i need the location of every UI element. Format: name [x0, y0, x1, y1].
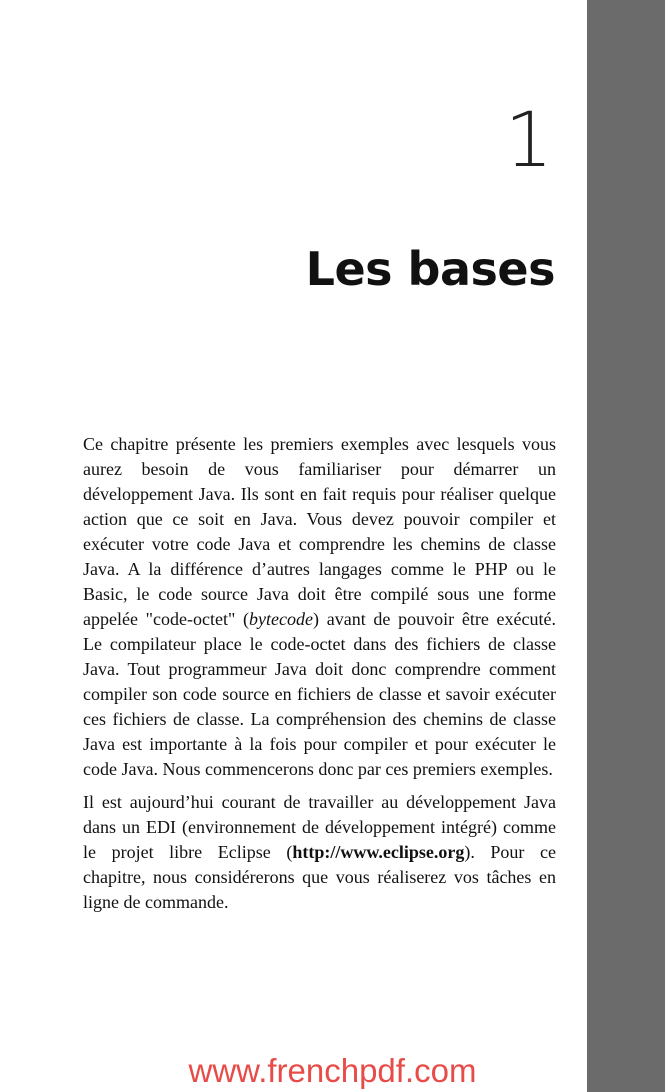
intro-text-start: Ce chapitre présente les premiers exemples avec lesquels vous aurez besoin de vous familiariser pour démarrer un développement Java. Ils sont en fait requis pour réaliser quelque action que ce soit en Java. Vous devez pouvoir compiler et exécuter votre code Java et comprendre les chemins de classe Java. A la différence d’autres langages comme le PHP ou le Basic, le code source Java doit être compilé sous une forme appelée "code-octet" (	[83, 434, 556, 629]
bytecode-term: bytecode	[249, 609, 314, 629]
watermark: www.frenchpdf.com	[188, 1052, 477, 1089]
ide-text-end: ). Pour ce chapitre, nous considérerons que vous réaliserez vos tâches en ligne de commande.	[83, 842, 557, 912]
ide-text-start: Il est aujourd’hui courant de travailler au développement Java dans un EDI (environnement de développement intégré) comme le projet libre Eclipse (	[83, 792, 556, 862]
side-bar	[587, 0, 665, 1092]
intro-text-end: ) avant de pouvoir être exécuté. Le compilateur place le code-octet dans des fichiers de classe Java. Tout programmeur Java doit donc comprendre comment compiler son code source en fichiers de classe et savoir exécuter ces fichiers de classe. La compréhension des chemins de classe Java est importante à la fois pour compiler et pour exécuter le code Java. Nous commencerons donc par ces premiers exemples.	[83, 609, 556, 779]
eclipse-link[interactable]: http://www.eclipse.org	[292, 842, 465, 862]
intro-paragraph	[83, 432, 556, 782]
ide-paragraph	[83, 790, 556, 915]
chapter-body	[83, 432, 556, 923]
chapter-number: 1	[504, 95, 553, 184]
chapter-title: Les bases	[305, 242, 555, 296]
